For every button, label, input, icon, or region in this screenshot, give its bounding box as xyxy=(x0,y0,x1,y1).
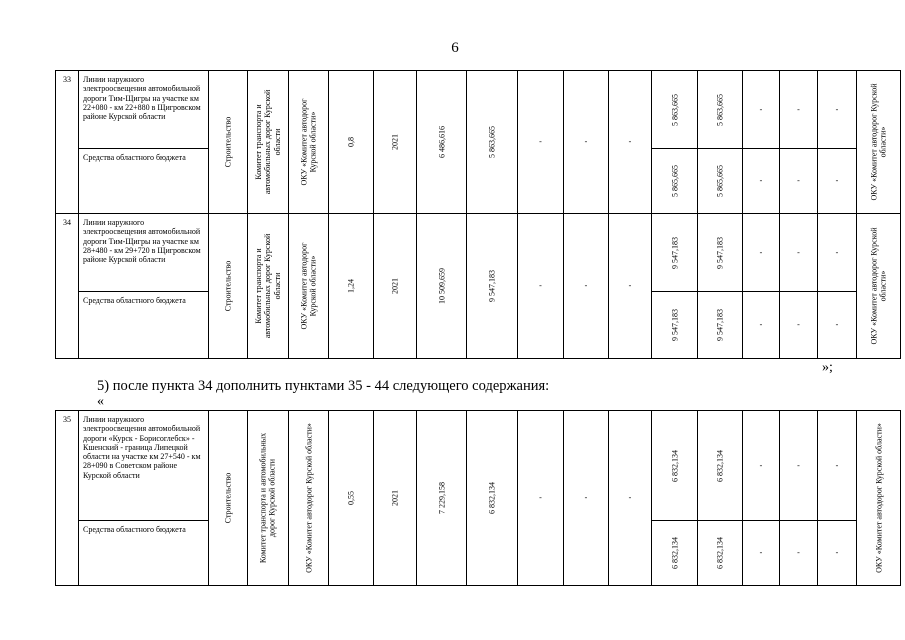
dash-cell: - xyxy=(609,71,652,214)
dash-cell: - xyxy=(743,411,780,521)
customer: Комитет транспорта и автомобильных дорог Курской области xyxy=(258,432,277,564)
work-type: Строительство xyxy=(223,260,233,312)
total-cell xyxy=(652,521,698,586)
total-cell xyxy=(652,149,698,214)
length-cell xyxy=(329,411,374,586)
cost: 7 229,158 xyxy=(436,482,446,514)
year: 2021 xyxy=(390,134,400,150)
year-amount: 5 863,665 xyxy=(715,93,725,126)
customer-cell xyxy=(248,71,289,214)
year-amount-cell xyxy=(698,521,743,586)
dash-cell: - xyxy=(780,214,818,292)
object-name: Линии наружного электроосвещения автомобильной дороги Тим-Щигры на участке км 28+480 - км 29+720 в Щигровском районе Курской области xyxy=(79,214,209,292)
executor-cell xyxy=(289,411,329,586)
total: 9 547,183 xyxy=(669,236,679,269)
dash-cell: - xyxy=(780,521,818,586)
dash-cell: - xyxy=(518,214,564,359)
objects-table-continued xyxy=(55,70,901,359)
owner: ОКУ «Комитет автодорог Курской области» xyxy=(869,227,888,345)
work-type-cell xyxy=(209,71,248,214)
object-name: Линии наружного электроосвещения автомобильной дороги «Курск - Борисоглебск» - Кшенский - граница Липецкой области на участке км 27+540 - км 28+090 в Советском районе Курской области xyxy=(79,411,209,521)
funding-source: Средства областного бюджета xyxy=(79,521,209,586)
executor-cell xyxy=(289,214,329,359)
total-cell xyxy=(652,292,698,359)
customer: Комитет транспорта и автомобильных дорог Курской области xyxy=(254,233,282,339)
total: 5 865,665 xyxy=(669,165,679,197)
owner-cell xyxy=(857,214,901,359)
remaining: 5 863,665 xyxy=(487,126,497,158)
executor: ОКУ «Комитет автодорог Курской области» xyxy=(299,242,318,330)
remaining: 6 832,134 xyxy=(487,482,497,514)
cost-cell xyxy=(417,71,467,214)
cost-cell xyxy=(417,214,467,359)
owner: ОКУ «Комитет автодорог Курской области» xyxy=(869,83,888,201)
row-number: 33 xyxy=(56,71,79,214)
total-cell xyxy=(652,411,698,521)
dash-cell: - xyxy=(743,71,780,149)
funding-source: Средства областного бюджета xyxy=(79,292,209,359)
dash-cell: - xyxy=(818,521,857,586)
dash-cell: - xyxy=(743,292,780,359)
executor-cell xyxy=(289,71,329,214)
remaining-cell xyxy=(467,411,518,586)
year-amount: 5 865,665 xyxy=(715,165,725,197)
remaining-cell xyxy=(467,214,518,359)
total: 5 863,665 xyxy=(669,93,679,126)
year-amount: 9 547,183 xyxy=(715,309,725,341)
total: 6 832,134 xyxy=(669,449,679,482)
dash-cell: - xyxy=(743,149,780,214)
dash-cell: - xyxy=(743,214,780,292)
work-type: Строительство xyxy=(223,116,233,168)
year-cell xyxy=(374,411,417,586)
dash-cell: - xyxy=(564,214,609,359)
amendment-heading: 5) после пункта 34 дополнить пунктами 35 - 44 следующего содержания: xyxy=(97,378,550,394)
dash-cell: - xyxy=(780,71,818,149)
work-type-cell xyxy=(209,411,248,586)
year-cell xyxy=(374,214,417,359)
total: 9 547,183 xyxy=(669,309,679,341)
dash-cell: - xyxy=(818,214,857,292)
dash-cell: - xyxy=(780,292,818,359)
total-cell xyxy=(652,71,698,149)
dash-cell: - xyxy=(609,214,652,359)
year-amount: 6 832,134 xyxy=(715,537,725,569)
table-row xyxy=(56,71,901,149)
year-amount: 9 547,183 xyxy=(715,236,725,269)
executor: ОКУ «Комитет автодорог Курской области» xyxy=(303,423,313,573)
length-cell xyxy=(329,214,374,359)
owner-cell xyxy=(857,411,901,586)
dash-cell: - xyxy=(518,411,564,586)
page-number: 6 xyxy=(451,40,459,56)
total-cell xyxy=(652,214,698,292)
year-amount-cell xyxy=(698,71,743,149)
object-name: Линии наружного электроосвещения автомобильной дороги Тим-Щигры на участке км 22+080 - км 22+880 в Щигровском районе Курской области xyxy=(79,71,209,149)
remaining-cell xyxy=(467,71,518,214)
row-number: 35 xyxy=(56,411,79,586)
customer-cell xyxy=(248,214,289,359)
dash-cell: - xyxy=(743,521,780,586)
year-amount: 6 832,134 xyxy=(715,449,725,482)
owner-cell xyxy=(857,71,901,214)
closing-quote: »; xyxy=(822,360,833,375)
customer: Комитет транспорта и автомобильных дорог Курской области xyxy=(254,89,282,195)
dash-cell: - xyxy=(818,149,857,214)
year-amount-cell xyxy=(698,411,743,521)
length: 0,8 xyxy=(346,137,356,147)
owner: ОКУ «Комитет автодорог Курской области» xyxy=(873,423,883,573)
dash-cell: - xyxy=(609,411,652,586)
remaining: 9 547,183 xyxy=(487,270,497,302)
length-cell xyxy=(329,71,374,214)
work-type: Строительство xyxy=(223,472,233,524)
dash-cell: - xyxy=(564,71,609,214)
table-row xyxy=(56,214,901,292)
year: 2021 xyxy=(390,490,400,506)
objects-table-added xyxy=(55,410,901,586)
year-amount-cell xyxy=(698,214,743,292)
total: 6 832,134 xyxy=(669,537,679,569)
year-amount-cell xyxy=(698,292,743,359)
dash-cell: - xyxy=(818,411,857,521)
year-amount-cell xyxy=(698,149,743,214)
customer-cell xyxy=(248,411,289,586)
year: 2021 xyxy=(390,278,400,294)
length: 0,55 xyxy=(346,491,356,505)
table-row xyxy=(56,411,901,521)
dash-cell: - xyxy=(780,411,818,521)
cost: 10 509,659 xyxy=(436,268,446,304)
dash-cell: - xyxy=(818,71,857,149)
funding-source: Средства областного бюджета xyxy=(79,149,209,214)
dash-cell: - xyxy=(780,149,818,214)
cost-cell xyxy=(417,411,467,586)
opening-quote: « xyxy=(97,394,104,409)
dash-cell: - xyxy=(564,411,609,586)
length: 1,24 xyxy=(346,279,356,293)
dash-cell: - xyxy=(518,71,564,214)
dash-cell: - xyxy=(818,292,857,359)
cost: 6 486,616 xyxy=(436,126,446,158)
row-number: 34 xyxy=(56,214,79,359)
year-cell xyxy=(374,71,417,214)
executor: ОКУ «Комитет автодорог Курской области» xyxy=(299,98,318,186)
work-type-cell xyxy=(209,214,248,359)
